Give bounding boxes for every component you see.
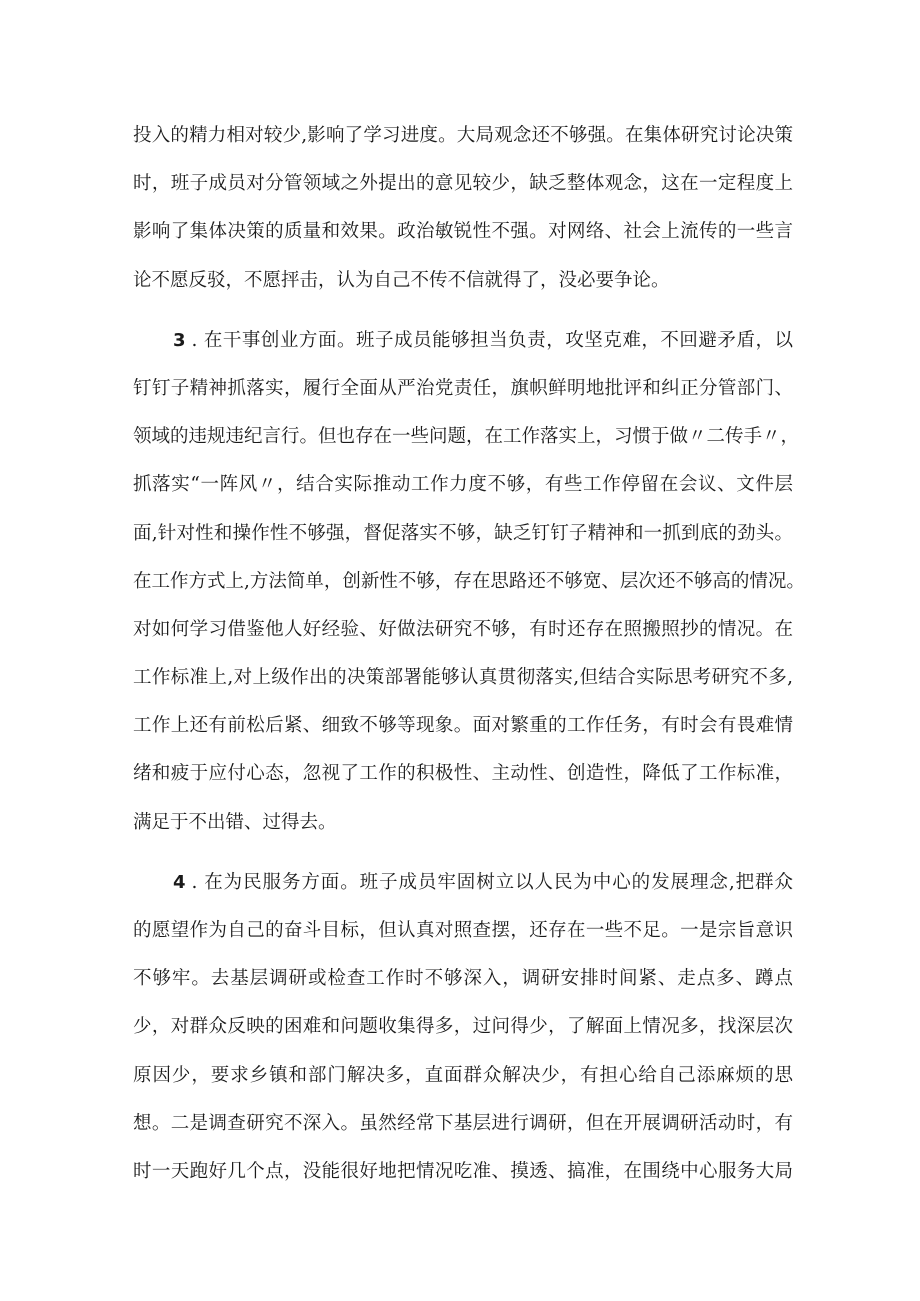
paragraph-line: 原因少，要求乡镇和部门解决多，直面群众解决少，有担心给自己添麻烦的思: [133, 1064, 793, 1086]
paragraph-line: 时一天跑好几个点，没能很好地把情况吃准、摸透、搞准，在围绕中心服务大局: [133, 1160, 793, 1182]
paragraph-line: 领域的违规违纪言行。但也存在一些问题，在工作落实上，习惯于做〃二传手〃，: [133, 426, 800, 448]
paragraph-line: 绪和疲于应付心态，忽视了工作的积极性、主动性、创造性，降低了工作标准，: [133, 763, 793, 785]
paragraph-line: 时，班子成员对分管领域之外提出的意见较少，缺乏整体观念，这在一定程度上: [133, 173, 793, 195]
paragraph-line: 在工作方式上,方法简单，创新性不够，存在思路还不够宽、层次还不够高的情况。: [133, 570, 805, 592]
paragraph-line: 不够牢。去基层调研或检查工作时不够深入，调研安排时间紧、走点多、蹲点: [133, 968, 793, 990]
paragraph-gap: [133, 847, 793, 859]
paragraph-line: 工作上还有前松后紧、细致不够等现象。面对繁重的工作任务，有时会有畏难情: [133, 715, 793, 737]
item-number: 4: [173, 871, 186, 893]
document-body: [133, 112, 805, 1196]
item-number: 3: [173, 329, 186, 351]
paragraph-line: 面,针对性和操作性不够强，督促落实不够，缺乏钉钉子精神和一抓到底的劲头。: [133, 522, 793, 544]
paragraph-first-line: [133, 859, 793, 907]
paragraph-gap: [133, 305, 793, 317]
paragraph-line: 工作标准上,对上级作出的决策部署能够认真贯彻落实,但结合实际思考研究不多,: [133, 667, 793, 689]
paragraph-line: 论不愿反驳，不愿抨击，认为自己不传不信就得了，没必要争论。: [133, 269, 670, 291]
paragraph-line: 的愿望作为自己的奋斗目标，但认真对照查摆，还存在一些不足。一是宗旨意识: [133, 920, 793, 941]
paragraph-line: 钉钉子精神抓落实，履行全面从严治党责任，旗帜鲜明地批评和纠正分管部门、: [133, 377, 793, 399]
paragraph-line: 少，对群众反映的困难和问题收集得多，过问得少，了解面上情况多，找深层次: [133, 1016, 793, 1038]
paragraph-line: 对如何学习借鉴他人好经验、好做法研究不够，有时还存在照搬照抄的情况。在: [133, 618, 793, 640]
item-heading-text: . 在为民服务方面。班子成员牢固树立以人民为中心的发展理念,把群众: [191, 871, 793, 893]
paragraph-line: 影响了集体决策的质量和效果。政治敏锐性不强。对网络、社会上流传的一些言: [133, 221, 793, 243]
paragraph-line: 抓落实“一阵风〃，结合实际推动工作力度不够，有些工作停留在会议、文件层: [133, 474, 793, 496]
paragraph-2: [133, 317, 805, 847]
paragraph-3: [133, 859, 793, 1196]
paragraph-first-line: [133, 317, 793, 365]
paragraph-line: 满足于不出错、过得去。: [133, 811, 337, 833]
paragraph-1: [133, 112, 793, 305]
paragraph-line: 投入的精力相对较少,影响了学习进度。大局观念还不够强。在集体研究讨论决策: [133, 125, 793, 146]
paragraph-line: 想。二是调查研究不深入。虽然经常下基层进行调研，但在开展调研活动时，有: [133, 1112, 793, 1134]
item-heading-text: . 在干事创业方面。班子成员能够担当负责，攻坚克难，不回避矛盾，以: [191, 329, 793, 351]
